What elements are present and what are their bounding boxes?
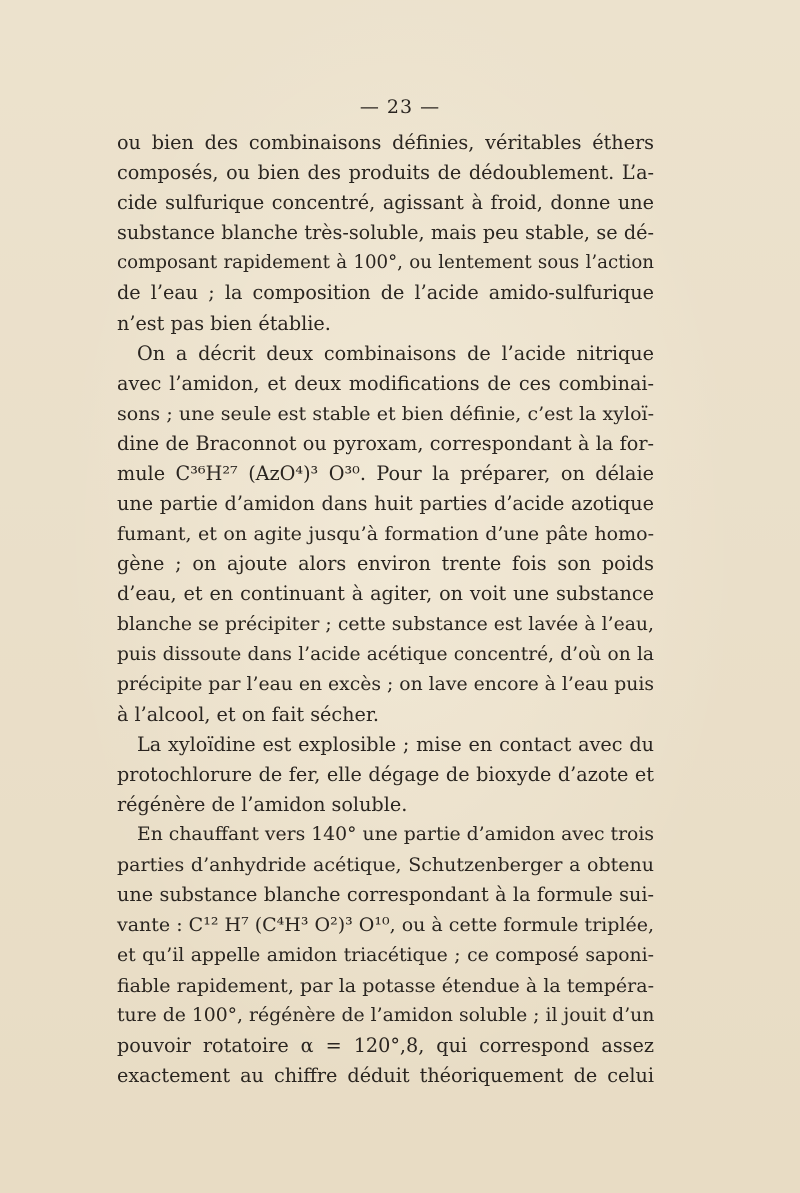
text-line: à l’alcool, et on fait sécher.	[117, 702, 380, 726]
text-line: ou bien des combinaisons définies, véritables éthers	[117, 131, 654, 154]
text-line: fumant, et on agite jusqu’à formation d’une pâte homo-	[117, 523, 654, 546]
text-line: précipite par l’eau en excès ; on lave encore à l’eau puis	[117, 673, 654, 695]
text-line: n’est pas bien établie.	[117, 311, 331, 335]
page-number: — 23 —	[359, 96, 441, 118]
text-line: sons ; une seule est stable et bien définie, c’est la xyloï-	[117, 402, 654, 425]
text-line: En chauffant vers 140° une partie d’amidon avec trois	[137, 824, 654, 846]
text-line: avec l’amidon, et deux modifications de ces combinai-	[117, 371, 654, 395]
text-line: La xyloïdine est explosible ; mise en contact avec du	[137, 732, 654, 756]
text-line: gène ; on ajoute alors environ trente fois son poids	[117, 552, 654, 576]
text-line: exactement au chiffre déduit théoriquement de celui	[117, 1063, 654, 1087]
text-line: protochlorure de fer, elle dégage de bioxyde d’azote et	[117, 762, 654, 786]
text-line: mule C³⁶H²⁷ (AzO⁴)³ O³⁰. Pour la préparer, on délaie	[117, 462, 654, 486]
text-line: cide sulfurique concentré, agissant à froid, donne une	[117, 191, 654, 215]
text-line: une substance blanche correspondant à la formule sui-	[117, 883, 654, 907]
text-line: composant rapidement à 100°, ou lentement sous l’action	[117, 252, 654, 274]
text-line: blanche se précipiter ; cette substance est lavée à l’eau,	[117, 613, 654, 635]
text-line: de l’eau ; la composition de l’acide amido-sulfurique	[117, 281, 654, 305]
text-line: pouvoir rotatoire α = 120°,8, qui correspond assez	[117, 1033, 654, 1057]
text-line: On a décrit deux combinaisons de l’acide nitrique	[137, 341, 654, 365]
text-line: et qu’il appelle amidon triacétique ; ce composé saponi-	[117, 944, 654, 966]
text-line: d’eau, et en continuant à agiter, on voit une substance	[117, 582, 654, 606]
text-line: ture de 100°, régénère de l’amidon soluble ; il jouit d’un	[117, 1004, 655, 1026]
text-line: substance blanche très-soluble, mais peu stable, se dé-	[117, 221, 654, 245]
text-line: composés, ou bien des produits de dédoublement. L’a-	[117, 161, 654, 185]
text-line: dine de Braconnot ou pyroxam, correspondant à la for-	[117, 431, 654, 455]
text-line: régénère de l’amidon soluble.	[117, 793, 408, 817]
text-line: puis dissoute dans l’acide acétique concentré, d’où on la	[117, 643, 654, 665]
text-line: vante : C¹² H⁷ (C⁴H³ O²)³ O¹⁰, ou à cette formule triplée,	[117, 914, 654, 937]
body-text	[117, 128, 654, 1091]
text-line: fiable rapidement, par la potasse étendue à la tempéra-	[117, 974, 654, 997]
text-line: parties d’anhydride acétique, Schutzenberger a obtenu	[117, 854, 654, 877]
text-line: une partie d’amidon dans huit parties d’acide azotique	[117, 492, 654, 516]
